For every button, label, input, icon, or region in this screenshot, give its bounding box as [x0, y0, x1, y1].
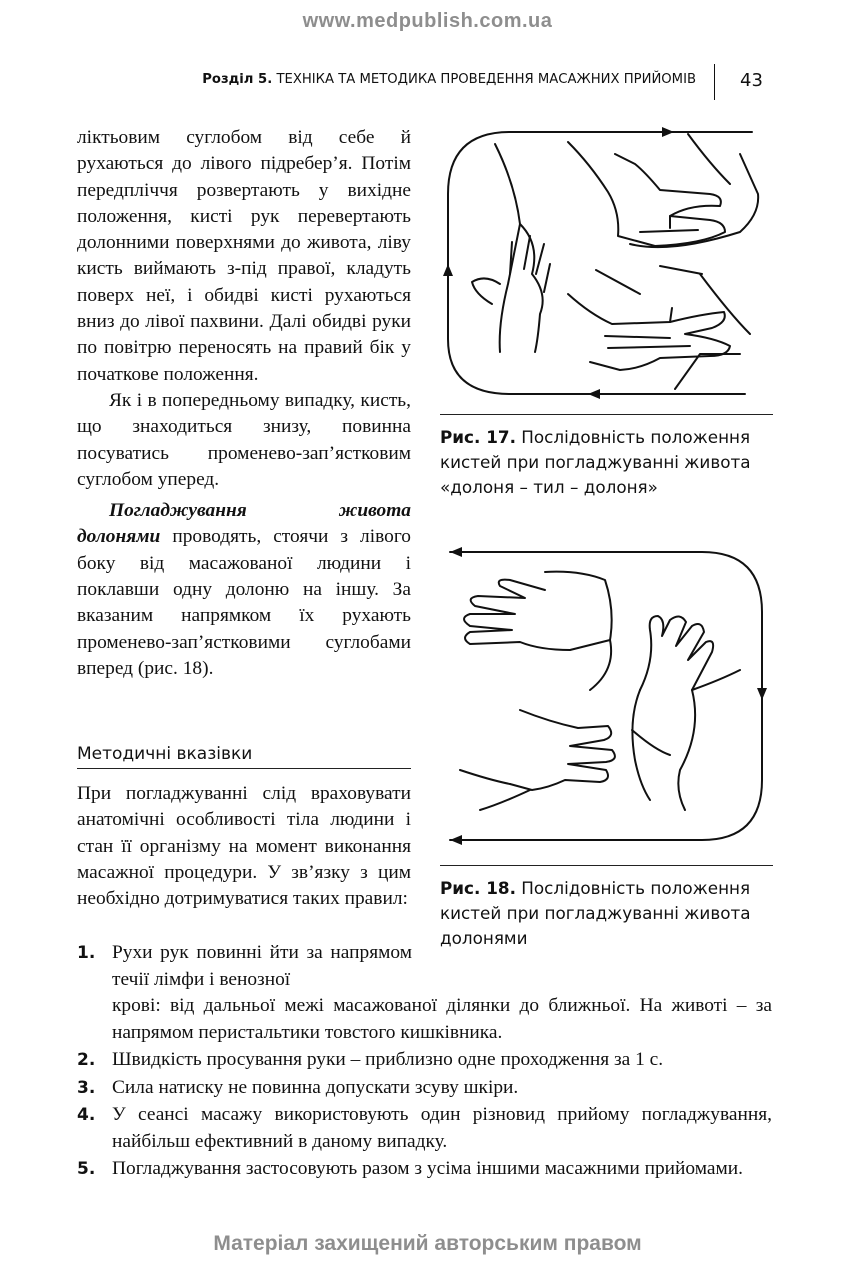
figure-18-illustration [440, 540, 773, 865]
figure-17-rule [440, 414, 773, 415]
paragraph-3-rest: проводять, стоячи з лівого боку від масажованої людини і поклавши одну долоню на іншу. За вказаним напрямком їх рухають променево-зап’ястковими суглобами вперед (рис. 18). [77, 526, 411, 679]
rule-number: 3. [77, 1077, 96, 1098]
copyright-watermark: Матеріал захищений авторським правом [213, 1232, 642, 1255]
rules-list [77, 940, 772, 1183]
rule-item [77, 1047, 772, 1074]
rule-text: Сила натиску не повинна допускати зсуву шкіри. [112, 1076, 519, 1098]
figure-17-label: Рис. 17. [440, 427, 516, 447]
figure-18-caption [440, 876, 773, 951]
rule-number: 5. [77, 1159, 96, 1179]
figure-18-label: Рис. 18. [440, 878, 516, 898]
rule-number: 2. [77, 1050, 96, 1070]
rule-1-text-b: крові: від дальньої межі масажованої ділянки до ближньої. На животі – за напрямом перистальтики товстого кишківника. [112, 995, 772, 1043]
rule-1-text-a: Рухи рук повинні йти за напрямом течії лімфи і венозної [112, 942, 412, 990]
body-text-column [77, 125, 411, 682]
guidelines-intro: При погладжуванні слід враховувати анатомічні особливості тіла людини і стан її організму на момент виконання масажної процедури. У зв’язку з цим необхідно дотримуватися таких правил: [77, 783, 411, 910]
figure-17-caption [440, 425, 773, 500]
paragraph-1: ліктьовим суглобом від себе й рухаються до лівого підребер’я. Потім передпліччя розвертають у вихідне положення, кисті рук перевертають долонними поверхнями до живота, ліву кисть виймають з-під правої, кладуть поверх неї, і обидві кисті рухаються вниз до лівої пахвини. Далі обидві руки по повітрю переносять на правий бік у початкове положення. [77, 127, 411, 385]
figure-17 [440, 124, 773, 500]
paragraph-3-term: Погладжування живота долонями [77, 500, 411, 548]
rule-item [77, 1075, 772, 1102]
section-label: Розділ 5. [202, 72, 273, 87]
paragraph-3 [77, 498, 411, 682]
rule-text: У сеансі масажу використовують один різновид прийому погладжування, найбільш ефективний в даному випадку. [112, 1104, 772, 1152]
guidelines-heading: Методичні вказівки [77, 744, 411, 769]
rule-item [77, 1102, 772, 1155]
figure-17-illustration [440, 124, 773, 414]
figure-17-caption-text: Послідовність положення кистей при погладжуванні живота «долоня – тил – долоня» [440, 427, 751, 497]
page-number: 43 [740, 70, 763, 91]
rule-number: 4. [77, 1105, 96, 1125]
site-url-watermark: www.medpublish.com.ua [302, 10, 553, 32]
section-title: ТЕХНІКА ТА МЕТОДИКА ПРОВЕДЕННЯ МАСАЖНИХ ПРИЙОМІВ [276, 72, 696, 87]
figure-18-caption-text: Послідовність положення кистей при погладжуванні живота долонями [440, 878, 751, 948]
rule-text: Погладжування застосовують разом з усіма іншими масажними прийомами. [112, 1158, 743, 1179]
running-head [100, 72, 696, 87]
rule-number: 1. [77, 943, 96, 963]
paragraph-2: Як і в попередньому випадку, кисть, що знаходиться знизу, повинна посуватись променево-зап’ястковим суглобом уперед. [77, 389, 411, 490]
rule-text: Швидкість просування руки – приблизно одне проходження за 1 с. [112, 1049, 664, 1070]
figure-18 [440, 540, 773, 951]
rule-item [77, 1156, 772, 1183]
figure-18-rule [440, 865, 773, 866]
rule-item [77, 940, 772, 1046]
header-divider [714, 64, 715, 100]
